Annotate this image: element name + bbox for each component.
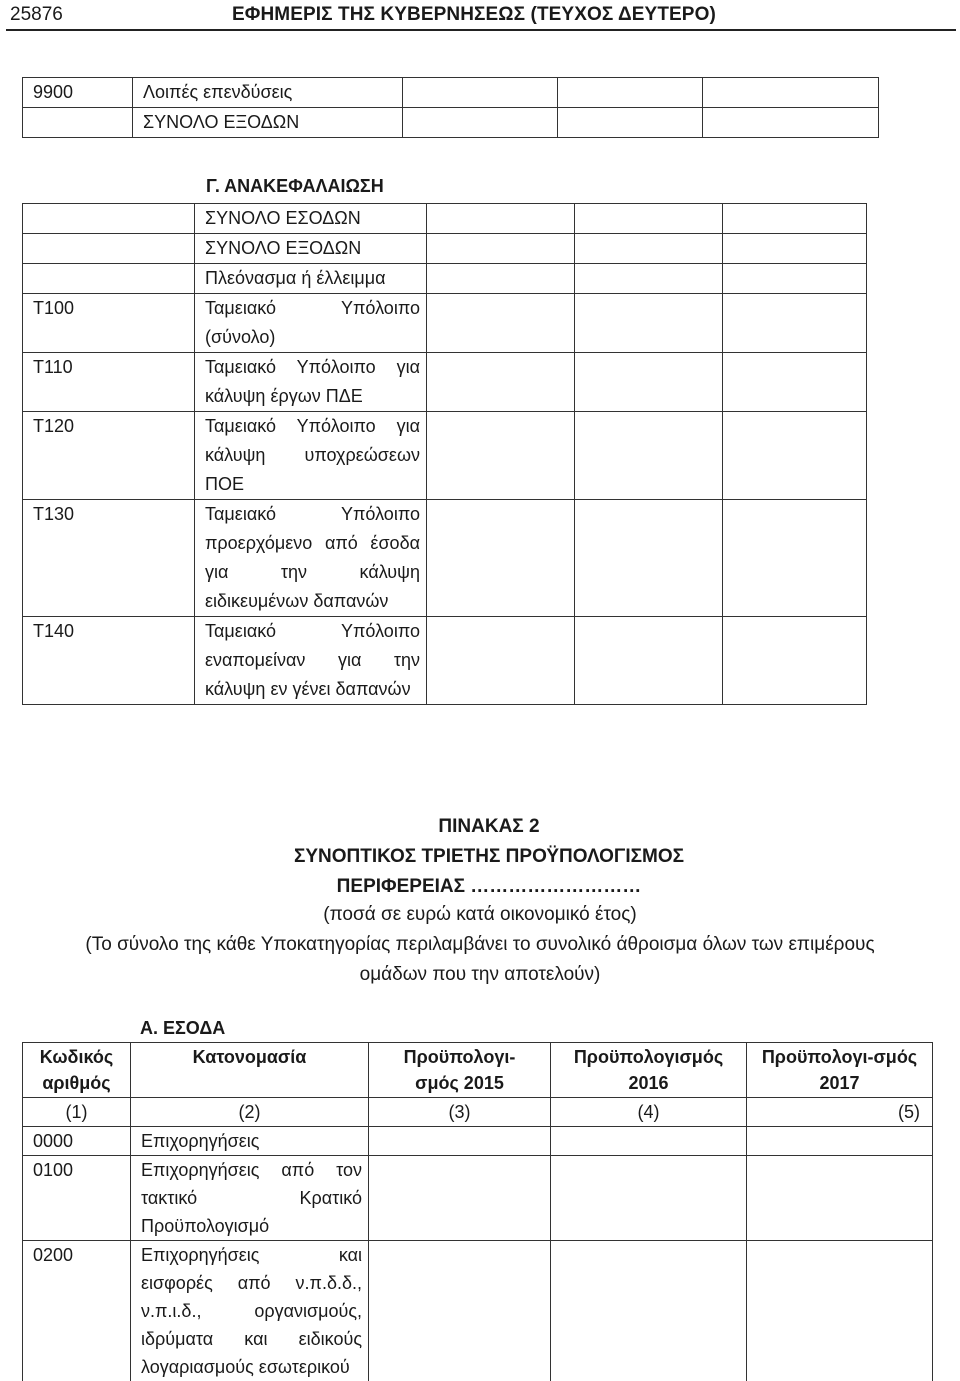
page-number: 25876 — [10, 4, 63, 25]
column-number: (5) — [747, 1098, 933, 1127]
section-title: Α. ΕΣΟΔΑ — [140, 1018, 226, 1038]
page-header — [0, 0, 960, 32]
row-code: 0000 — [23, 1127, 131, 1156]
table-row — [23, 78, 879, 108]
income-total-label: ΣΥΝΟΛΟ ΕΣΟΔΩΝ — [195, 204, 427, 234]
col-header-2016: Προϋπολογισμός 2016 — [551, 1043, 747, 1098]
recap-table — [22, 203, 867, 705]
column-number: (1) — [23, 1098, 131, 1127]
expense-total-label: ΣΥΝΟΛΟ ΕΞΟΔΩΝ — [133, 108, 403, 138]
table-row — [23, 500, 867, 617]
journal-title: ΕΦΗΜΕΡΙΣ ΤΗΣ ΚΥΒΕΡΝΗΣΕΩΣ (ΤΕΥΧΟΣ ΔΕΥΤΕΡΟ) — [232, 4, 716, 25]
row-code: 0200 — [23, 1241, 131, 1381]
table-row — [23, 412, 867, 500]
row-code: Τ140 — [23, 617, 195, 705]
expense-total-label: ΣΥΝΟΛΟ ΕΞΟΔΩΝ — [195, 234, 427, 264]
row-code: 9900 — [23, 78, 133, 108]
expenses-tail-table — [22, 77, 879, 138]
row-code: Τ100 — [23, 294, 195, 353]
column-number: (3) — [369, 1098, 551, 1127]
table-row — [23, 204, 867, 234]
row-label: Ταμειακό Υπόλοιπο για κάλυψη έργων ΠΔΕ — [195, 353, 427, 412]
column-number: (2) — [131, 1098, 369, 1127]
column-number-row — [23, 1098, 933, 1127]
table-row — [23, 264, 867, 294]
col-header-code: Κωδικός αριθμός — [23, 1043, 131, 1098]
row-label: Ταμειακό Υπόλοιπο εναπομείναν για την κάλυψη εν γένει δαπανών — [195, 617, 427, 705]
row-label: Ταμειακό Υπόλοιπο για κάλυψη υποχρεώσεων ΠΟΕ — [195, 412, 427, 500]
row-code: Τ120 — [23, 412, 195, 500]
row-label: Επιχορηγήσεις και εισφορές από ν.π.δ.δ., ν.π.ι.δ., οργανισμούς, ιδρύματα και ειδικούς λογαριασμούς εσωτερικού — [131, 1241, 369, 1381]
row-label: Ταμειακό Υπόλοιπο προερχόμενο από έσοδα για την κάλυψη ειδικευμένων δαπανών — [195, 500, 427, 617]
header-rule — [6, 29, 956, 31]
row-code: 0100 — [23, 1156, 131, 1241]
row-label: Επιχορηγήσεις από τον τακτικό Κρατικό Προϋπολογισμό — [131, 1156, 369, 1241]
table-row — [23, 1127, 933, 1156]
table2-note: (ποσά σε ευρώ κατά οικονομικό έτος) (Το σύνολο της κάθε Υποκατηγορίας περιλαμβάνει το συνολικό άθροισμα όλων των επιμέρους ομάδων που την αποτελούν) — [85, 904, 875, 985]
table-row — [23, 1156, 933, 1241]
row-label: Ταμειακό Υπόλοιπο (σύνολο) — [195, 294, 427, 353]
table-row — [23, 1241, 933, 1381]
row-label: Επιχορηγήσεις — [131, 1127, 369, 1156]
table-header-row — [23, 1043, 933, 1098]
surplus-label: Πλεόνασμα ή έλλειμμα — [195, 264, 427, 294]
row-code: Τ130 — [23, 500, 195, 617]
table-row — [23, 108, 879, 138]
revenue-table — [22, 1042, 933, 1381]
table-row — [23, 353, 867, 412]
row-code: Τ110 — [23, 353, 195, 412]
row-label: Λοιπές επενδύσεις — [133, 78, 403, 108]
table-row — [23, 294, 867, 353]
column-number: (4) — [551, 1098, 747, 1127]
col-header-2015: Προϋπολογι- σμός 2015 — [369, 1043, 551, 1098]
table2-title: ΠΙΝΑΚΑΣ 2 ΣΥΝΟΠΤΙΚΟΣ ΤΡΙΕΤΗΣ ΠΡΟΫΠΟΛΟΓΙΣΜΟΣ ΠΕΡΙΦΕΡΕΙΑΣ ……………………… — [293, 816, 685, 897]
recap-title: Γ. ΑΝΑΚΕΦΑΛΑΙΩΣΗ — [206, 176, 384, 196]
col-header-2017: Προϋπολογι-σμός 2017 — [747, 1043, 933, 1098]
table-row — [23, 234, 867, 264]
table-row — [23, 617, 867, 705]
col-header-name: Κατονομασία — [131, 1043, 369, 1098]
